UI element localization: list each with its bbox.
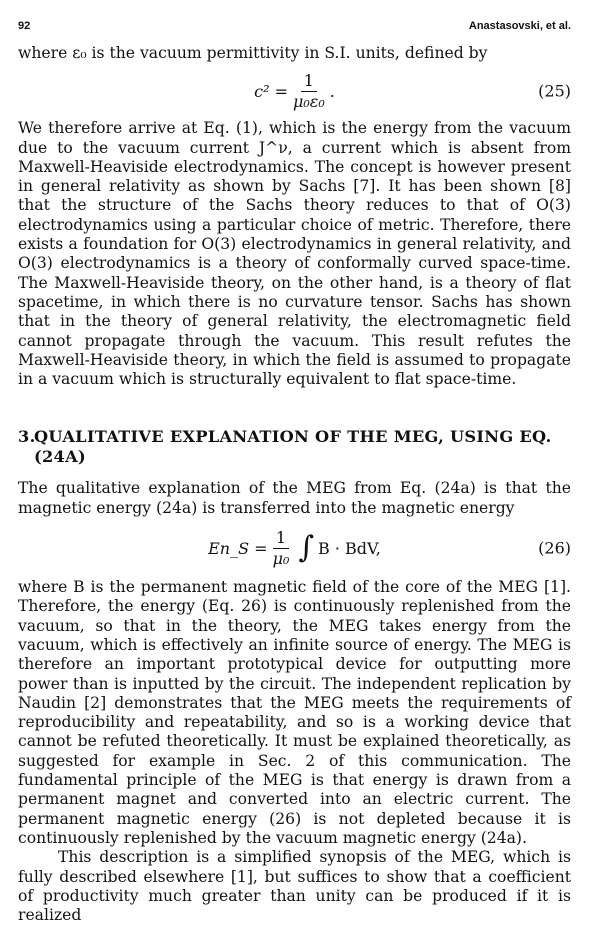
eq25-fraction (290, 72, 328, 111)
eq26-fraction (270, 529, 293, 568)
eq25-numerator: 1 (301, 72, 317, 92)
eq25-trail: . (329, 81, 335, 101)
section-heading (18, 427, 571, 467)
paragraph-1: We therefore arrive at Eq. (1), which is the energy from the vacuum due to the vacuum current J^ν, a current which is absent from Maxwell-Heaviside electrodynamics. The concept is however present in general relativity as shown by Sachs [7]. It has been shown [8] that the structure of the Sachs theory reduces to that of O(3) electrodynamics using a particular choice of metric. Therefore, there exists a foundation for O(3) electrodynamics in general relativity, and O(3) electrodynamics is a theory of conformally curved space-time. The Maxwell-Heaviside theory, on the other hand, is a theory of flat spacetime, in which there is no curvature tensor. Sachs has shown that in the theory of general relativity, the electromagnetic field cannot propagate through the vacuum. This result refutes the Maxwell-Heaviside theory, in which the field is assumed to propagate in a vacuum which is structurally equivalent to flat space-time. (18, 119, 571, 389)
eq25-denominator: μ₀ε₀ (292, 91, 325, 111)
section-title: QUALITATIVE EXPLANATION OF THE MEG, USING EQ. (24A) (34, 427, 552, 467)
page-number: 92 (18, 20, 31, 32)
eq26-denominator: μ₀ (272, 548, 290, 568)
paper-page (18, 0, 571, 925)
page-header (18, 0, 571, 44)
eq25-lhs: c² = (254, 81, 288, 101)
eq26-integrand: B · BdV, (318, 538, 381, 558)
eq26-lhs: En_S = (208, 538, 268, 558)
eq26-numerator: 1 (273, 529, 289, 549)
integral-sign: ∫ (298, 530, 315, 566)
equation-26 (18, 518, 571, 578)
paragraph-4: This description is a simplified synopsis of the MEG, which is fully described elsewhere [1], but suffices to show that a coefficient of productivity much greater than unity can be produced if it is realized (18, 848, 571, 925)
eq25-number: (25) (538, 81, 571, 101)
paragraph-3: where B is the permanent magnetic field of the core of the MEG [1]. Therefore, the energy (Eq. 26) is continuously replenished from the vacuum, so that in the theory, the MEG takes energy from the vacuum, which is effectively an infinite source of energy. The MEG is therefore an important prototypical device for outputting more power than is inputted by the circuit. The independent replication by Naudin [2] demonstrates that the MEG meets the requirements of reproducibility and repeatability, and so is a working device that cannot be refuted theoretically. It must be explained theoretically, as suggested for example in Sec. 2 of this communication. The fundamental principle of the MEG is that energy is drawn from a permanent magnet and converted into an electric current. The permanent magnetic energy (26) is not depleted because it is continuously replenished by the vacuum magnetic energy (24a). (18, 578, 571, 847)
eq26-number: (26) (538, 538, 571, 558)
equation-25 (18, 63, 571, 119)
section-number: 3. (18, 427, 36, 447)
intro-line: where ε₀ is the vacuum permittivity in S.I. units, defined by (18, 44, 488, 62)
paragraph-2: The qualitative explanation of the MEG from Eq. (24a) is that the magnetic energy (24a) is transferred into the magnetic energy (18, 479, 571, 517)
running-head: Anastasovski, et al. (468, 20, 571, 32)
